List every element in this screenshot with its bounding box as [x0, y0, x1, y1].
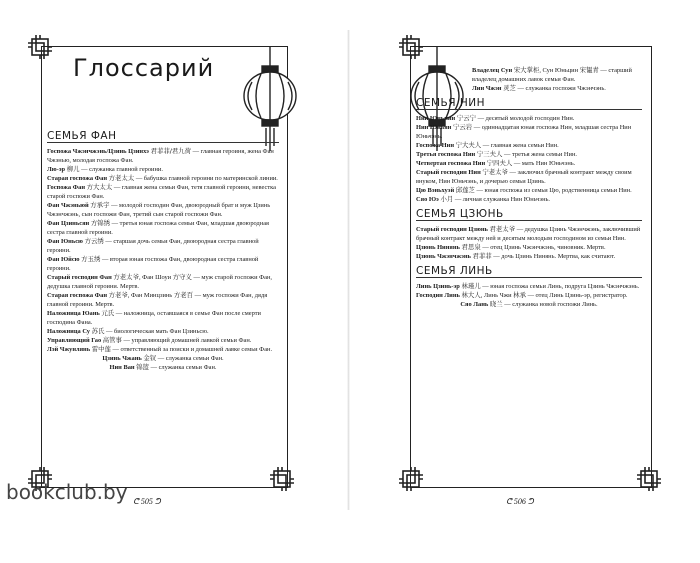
- entry-hanzi: 方老太爷: [113, 273, 139, 281]
- right-page: [388, 34, 670, 508]
- left-page: [33, 34, 315, 508]
- entry-name: Лэй Чжунлянь: [47, 346, 91, 353]
- glossary-entry: [47, 336, 279, 345]
- entry-hanzi: 小月: [440, 195, 454, 203]
- entry-name: Лю-эр: [47, 166, 66, 173]
- glossary-entry: [472, 84, 642, 93]
- entry-name: Госпожа Нин: [416, 142, 455, 149]
- entry-name: Цзинь Чжань: [102, 355, 142, 362]
- entry-description: — заключил брачный контракт между своим внуком, Нин Юньчэнь, и дочерью семьи Цзинь.: [416, 169, 632, 185]
- entry-hanzi: 邱莲芝: [455, 186, 475, 194]
- entry-hanzi: 高管事: [102, 336, 122, 344]
- book-gutter: [347, 30, 350, 510]
- entry-name: Старый господин Нин: [416, 169, 481, 176]
- entry-name: Нин Юньян: [416, 124, 452, 131]
- entry-description: — ответственный за поиски и домашней лавке семьи Фан.: [110, 346, 273, 353]
- entry-description: — биологическая мать Фан Цзиньсю.: [104, 328, 209, 335]
- entry-name: Управляющий Гао: [47, 337, 102, 344]
- entry-hanzi: 君老太爷: [489, 225, 516, 233]
- entry-name: Четвертая госпожа Нин: [416, 160, 486, 167]
- entry-description: — юная госпожа из семьи Цю, родственница семьи Нин.: [474, 187, 632, 194]
- entry-hanzi: 金钗: [143, 354, 157, 362]
- entry-description: — отец Цзинь Чжэнчжэнь, чиновник. Мертв.: [480, 244, 606, 251]
- entry-hanzi: 方老爷: [108, 291, 128, 299]
- entry-hanzi: 方云绣: [84, 237, 104, 245]
- glossary-entry: [416, 123, 642, 141]
- entry-description: — главная героиня, жена Фан Чжэнью, молодая госпожа Фан.: [47, 148, 274, 164]
- entry-name: Цзюнь Нинянь: [416, 244, 460, 251]
- glossary-entry: [47, 354, 279, 363]
- glossary-entry: [416, 252, 642, 261]
- section-heading: СЕМЬЯ ФАН: [47, 132, 279, 143]
- entry-name: Сяо Юэ: [416, 196, 439, 203]
- glossary-entry: [47, 273, 279, 291]
- entry-description: — молодой господин Фан, двоюродный брат и муж Цзинь Чжэнчжэнь, сын госпожи Фан, третий сын старой госпожи Фан.: [47, 202, 271, 218]
- glossary-entry: [416, 195, 642, 204]
- glossary-entry: [47, 147, 279, 165]
- entry-description: — служанка семьи Фан.: [156, 355, 224, 362]
- glossary-entries: [416, 66, 642, 309]
- entry-hanzi: 方大太太: [86, 183, 113, 191]
- glossary-entry: [47, 237, 279, 255]
- entry-description: — бабушка главной героини по материнской линии.: [134, 175, 278, 182]
- entry-hanzi: 方老太太: [108, 174, 135, 182]
- entry-description: — главная жена семьи Фан, тетя главной героини, невестка старой госпожи Фан.: [47, 184, 276, 200]
- entry-name: Фан Чжэньюй: [47, 202, 89, 209]
- entry-name: Третья госпожа Нин: [416, 151, 476, 158]
- entry-hanzi: 方锦绣: [90, 219, 111, 227]
- entry-description: — служанка главной героини.: [79, 166, 163, 173]
- entry-hanzi: 宁三夫人: [476, 150, 503, 158]
- glossary-entry: [47, 219, 279, 237]
- knot-ornament-icon: [636, 466, 662, 492]
- glossary-entry: [47, 291, 279, 309]
- entry-hanzi: 君菲菲/君九荷: [150, 147, 192, 155]
- entry-name: Нин Юньнин: [416, 115, 456, 122]
- entry-description: , Фан Шоуи 方守义 — муж старой госпожи Фан, дедушка главной героини. Мертв.: [47, 274, 273, 290]
- entry-name: Фан Цзиньсян: [47, 220, 90, 227]
- entry-name: Госпожа Чжэнчжэнь/Цзинь Цзинхэ: [47, 148, 149, 155]
- entry-name: Старая госпожа Фан: [47, 292, 108, 299]
- entry-hanzi: 宁云岩: [452, 123, 473, 131]
- glossary-entry: [47, 345, 279, 354]
- entry-description: — мать Нин Юньчэнь.: [512, 160, 576, 167]
- entry-name: Сяо Лань: [460, 301, 489, 308]
- entry-name: Старый господин Фан: [47, 274, 112, 281]
- entry-name: Фан Юйсю: [47, 256, 80, 263]
- entry-name: Нин Ван: [109, 364, 135, 371]
- entry-name: Цю Вэньхуэй: [416, 187, 455, 194]
- entry-hanzi: 君菲菲: [472, 252, 492, 260]
- entry-description: — служанка семьи Фан.: [149, 364, 217, 371]
- entry-hanzi: 宁老太爷: [482, 168, 508, 176]
- glossary-entry: [47, 165, 279, 174]
- entry-hanzi: 方承宇: [90, 201, 110, 209]
- glossary-entry: [47, 174, 279, 183]
- entry-hanzi: 林大人: [461, 291, 481, 299]
- entry-description: , Фан Минцзинь 方老百 — муж госпожи Фан, дядя главной героини. Мертв.: [47, 292, 268, 308]
- entry-hanzi: 林瑾儿: [461, 282, 481, 290]
- entry-hanzi: 晓兰: [489, 300, 503, 308]
- entry-description: — наложница, оставшаяся в семье Фан после смерти господина Фана.: [47, 310, 261, 326]
- entry-description: — третья юная госпожа семьи Фан, младшая двоюродная сестра главной героини.: [47, 220, 269, 236]
- entry-hanzi: 君思泉: [461, 243, 481, 251]
- glossary-entry: [472, 66, 642, 84]
- glossary-entry: [416, 159, 642, 168]
- entry-description: — старшая дочь семьи Фан, двоюродная сестра главной героини.: [47, 238, 259, 254]
- knot-ornament-icon: [269, 466, 295, 492]
- entry-hanzi: 宋大掌柜: [513, 66, 540, 74]
- entry-name: Старый господин Цзюнь: [416, 226, 488, 233]
- glossary-entry: [416, 114, 642, 123]
- entry-list: [47, 147, 279, 372]
- page-number: ᕦ 505 ᕤ: [133, 497, 161, 506]
- entry-description: , Линь Чжи 林承 — отец Линь Цзинь-эр, регистратор.: [480, 292, 628, 299]
- entry-description: — одиннадцатая юная госпожа Нин, младшая сестра Нин Юньчэнь.: [416, 124, 632, 140]
- section-heading: СЕМЬЯ ЦЗЮНЬ: [416, 210, 642, 221]
- knot-ornament-icon: [398, 466, 424, 492]
- section-heading: СЕМЬЯ ЛИНЬ: [416, 267, 642, 278]
- entry-name: Наложница Юань: [47, 310, 100, 317]
- entry-description: — дедушка Цзинь Чжэнчжэнь, заключивший брачный контракт между ней и десятым молодым господином из семьи Нин.: [416, 226, 641, 242]
- glossary-entry: [416, 243, 642, 252]
- entry-hanzi: 宁大夫人: [455, 141, 482, 149]
- glossary-entries: [47, 126, 279, 372]
- glossary-entry: [416, 291, 642, 300]
- entry-description: — служанка новой госпожи Линь.: [502, 301, 598, 308]
- glossary-entry: [47, 309, 279, 327]
- glossary-entry: [416, 168, 642, 186]
- entry-description: — служанка госпожи Чжэнчэнь.: [515, 85, 606, 92]
- entry-hanzi: 灵芝: [503, 84, 516, 92]
- glossary-entry: [416, 150, 642, 159]
- entry-name: Владелец Сун: [472, 67, 513, 74]
- glossary-entry: [416, 225, 642, 243]
- section-heading: СЕМЬЯ НИН: [416, 99, 642, 110]
- entry-name: Старая госпожа Фан: [47, 175, 108, 182]
- glossary-entry: [47, 327, 279, 336]
- entry-hanzi: 宁云宁: [456, 114, 477, 122]
- glossary-entry: [47, 201, 279, 219]
- entry-description: , Сун Юньцин 宋韫青 — старший владелец домашних лавок семьи Фан.: [472, 67, 632, 83]
- entry-hanzi: 雷中莲: [91, 345, 111, 353]
- entry-hanzi: 方玉绣: [81, 255, 101, 263]
- entry-hanzi: 苏氏: [91, 327, 105, 335]
- page-number: ᕦ 506 ᕤ: [506, 497, 534, 506]
- glossary-entry: [416, 141, 642, 150]
- entry-description: — личная служанка Нин Юньчэнь.: [453, 196, 551, 203]
- entry-name: Линь Цзинь-эр: [416, 283, 460, 290]
- entry-name: Цзюнь Чжэнчжэнь: [416, 253, 471, 260]
- entry-name: Фан Юньсю: [47, 238, 83, 245]
- entry-description: — третья жена семьи Нин.: [502, 151, 577, 158]
- glossary-entry: [47, 255, 279, 273]
- section-list: [416, 99, 642, 309]
- entry-description: — десятый молодой господин Нин.: [476, 115, 575, 122]
- entry-hanzi: 元氏: [101, 309, 115, 317]
- glossary-entry: [416, 300, 642, 309]
- entry-hanzi: 锦篮: [136, 363, 149, 371]
- entry-hanzi: 柳儿: [66, 165, 80, 173]
- entry-name: Лин Чжэн: [472, 85, 502, 92]
- entry-description: — юная госпожа семьи Линь, подруга Цзинь Чжэнчжэнь.: [480, 283, 640, 290]
- glossary-entry: [47, 183, 279, 201]
- entry-description: — главная жена семьи Нин.: [481, 142, 559, 149]
- entry-description: — управляющий домашней лавкой семьи Фан.: [121, 337, 252, 344]
- knot-ornament-icon: [27, 34, 53, 60]
- page-title: Глоссарий: [73, 54, 215, 82]
- entry-description: — дочь Цзинь Нинянь. Мертва, как считают.: [491, 253, 616, 260]
- intro-entries: [472, 66, 642, 93]
- entry-name: Господин Линь: [416, 292, 460, 299]
- glossary-entry: [416, 282, 642, 291]
- entry-description: — вторая юная госпожа Фан, двоюродная сестра главной героини.: [47, 256, 259, 272]
- entry-hanzi: 宁四夫人: [486, 159, 513, 167]
- entry-name: Госпожа Фан: [47, 184, 86, 191]
- glossary-entry: [416, 186, 642, 195]
- glossary-entry: [47, 363, 279, 372]
- entry-name: Наложница Су: [47, 328, 90, 335]
- watermark: bookclub.by: [6, 480, 128, 504]
